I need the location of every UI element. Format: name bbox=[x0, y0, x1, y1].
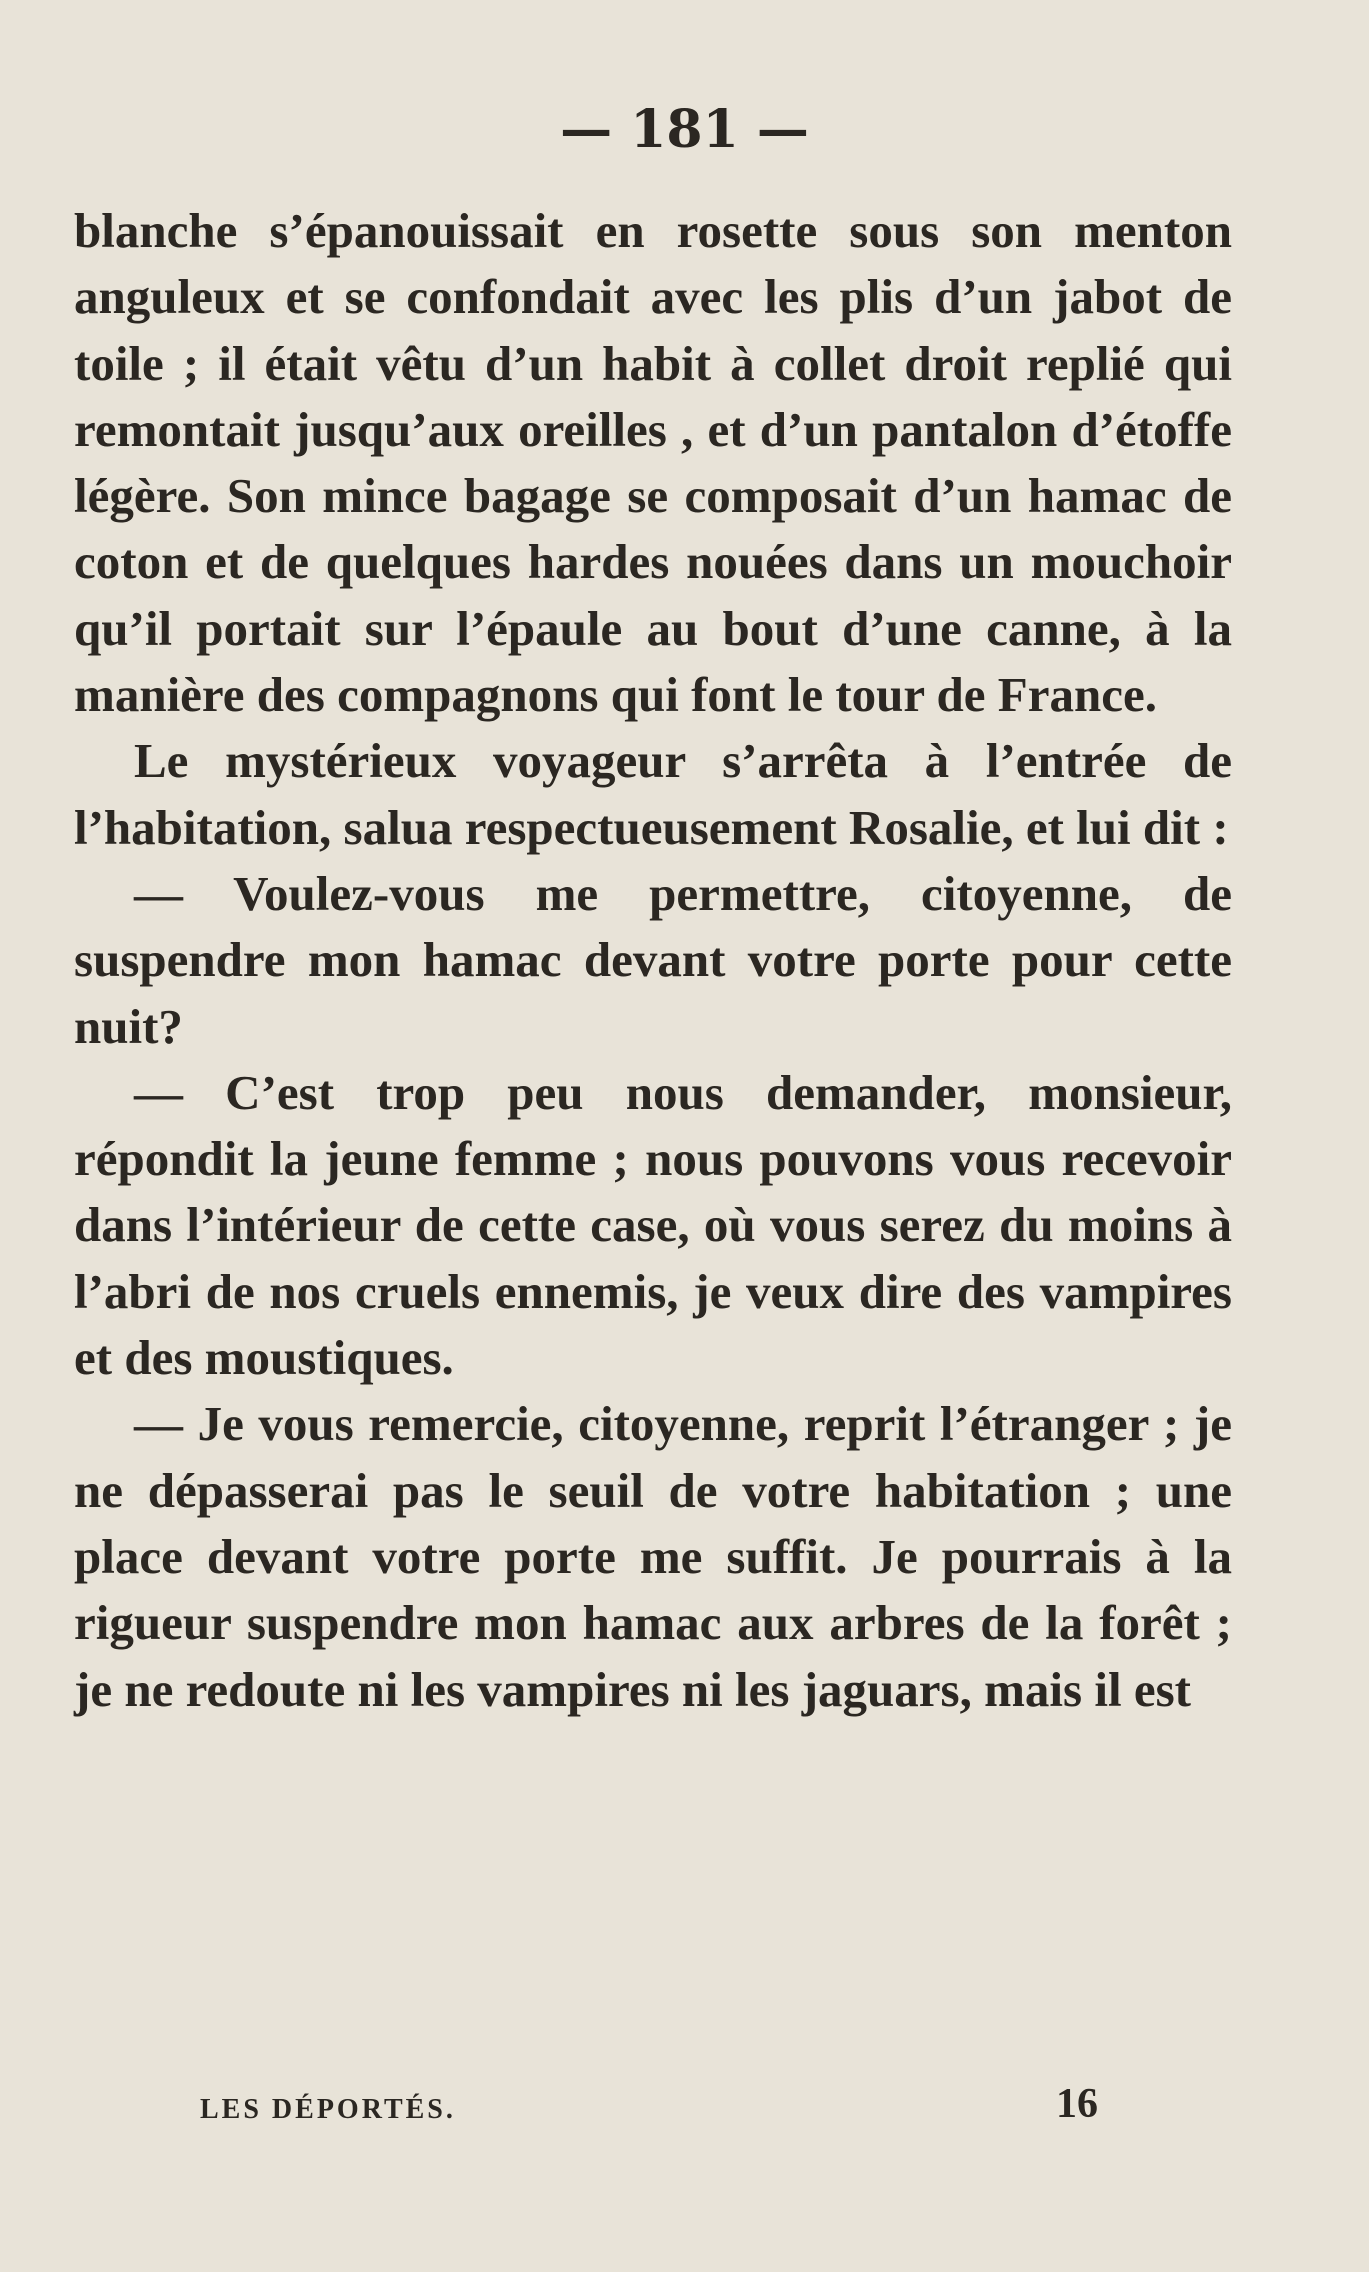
signature-title: LES DÉPORTÉS. bbox=[200, 2094, 456, 2125]
paragraph: — C’est trop peu nous demander, monsieur, répondit la jeune femme ; nous pouvons vous recevoir dans l’intérieur de cette case, où vous serez du moins à l’abri de nos cruels ennemis, je veux dire des vampires et des moustiques. bbox=[74, 1064, 1232, 1386]
paragraph: — Voulez-vous me permettre, citoyenne, de suspendre mon hamac devant votre porte pour cette nuit? bbox=[74, 865, 1232, 1054]
signature-number: 16 bbox=[1056, 2081, 1098, 2127]
body-text bbox=[74, 198, 1232, 1723]
paragraph: blanche s’épanouissait en rosette sous son menton anguleux et se confondait avec les plis d’un jabot de toile ; il était vêtu d’un habit à collet droit replié qui remontait jusqu’aux oreilles , et d’un pantalon d’étoffe légère. Son mince bagage se composait d’un hamac de coton et de quelques hardes nouées dans un mouchoir qu’il portait sur l’épaule au bout d’une canne, à la manière des compagnons qui font le tour de France. bbox=[74, 203, 1232, 723]
paragraph: — Je vous remercie, citoyenne, reprit l’étranger ; je ne dépasserai pas le seuil de votre habitation ; une place devant votre porte me suffit. Je pourrais à la rigueur suspendre mon hamac aux arbres de la forêt ; je ne redoute ni les vampires ni les jaguars, mais il est bbox=[74, 1396, 1232, 1717]
page-number-header: — 181 — bbox=[560, 99, 809, 160]
paragraph: Le mystérieux voyageur s’arrêta à l’entrée de l’habitation, salua respectueusement Rosalie, et lui dit : bbox=[74, 733, 1232, 855]
